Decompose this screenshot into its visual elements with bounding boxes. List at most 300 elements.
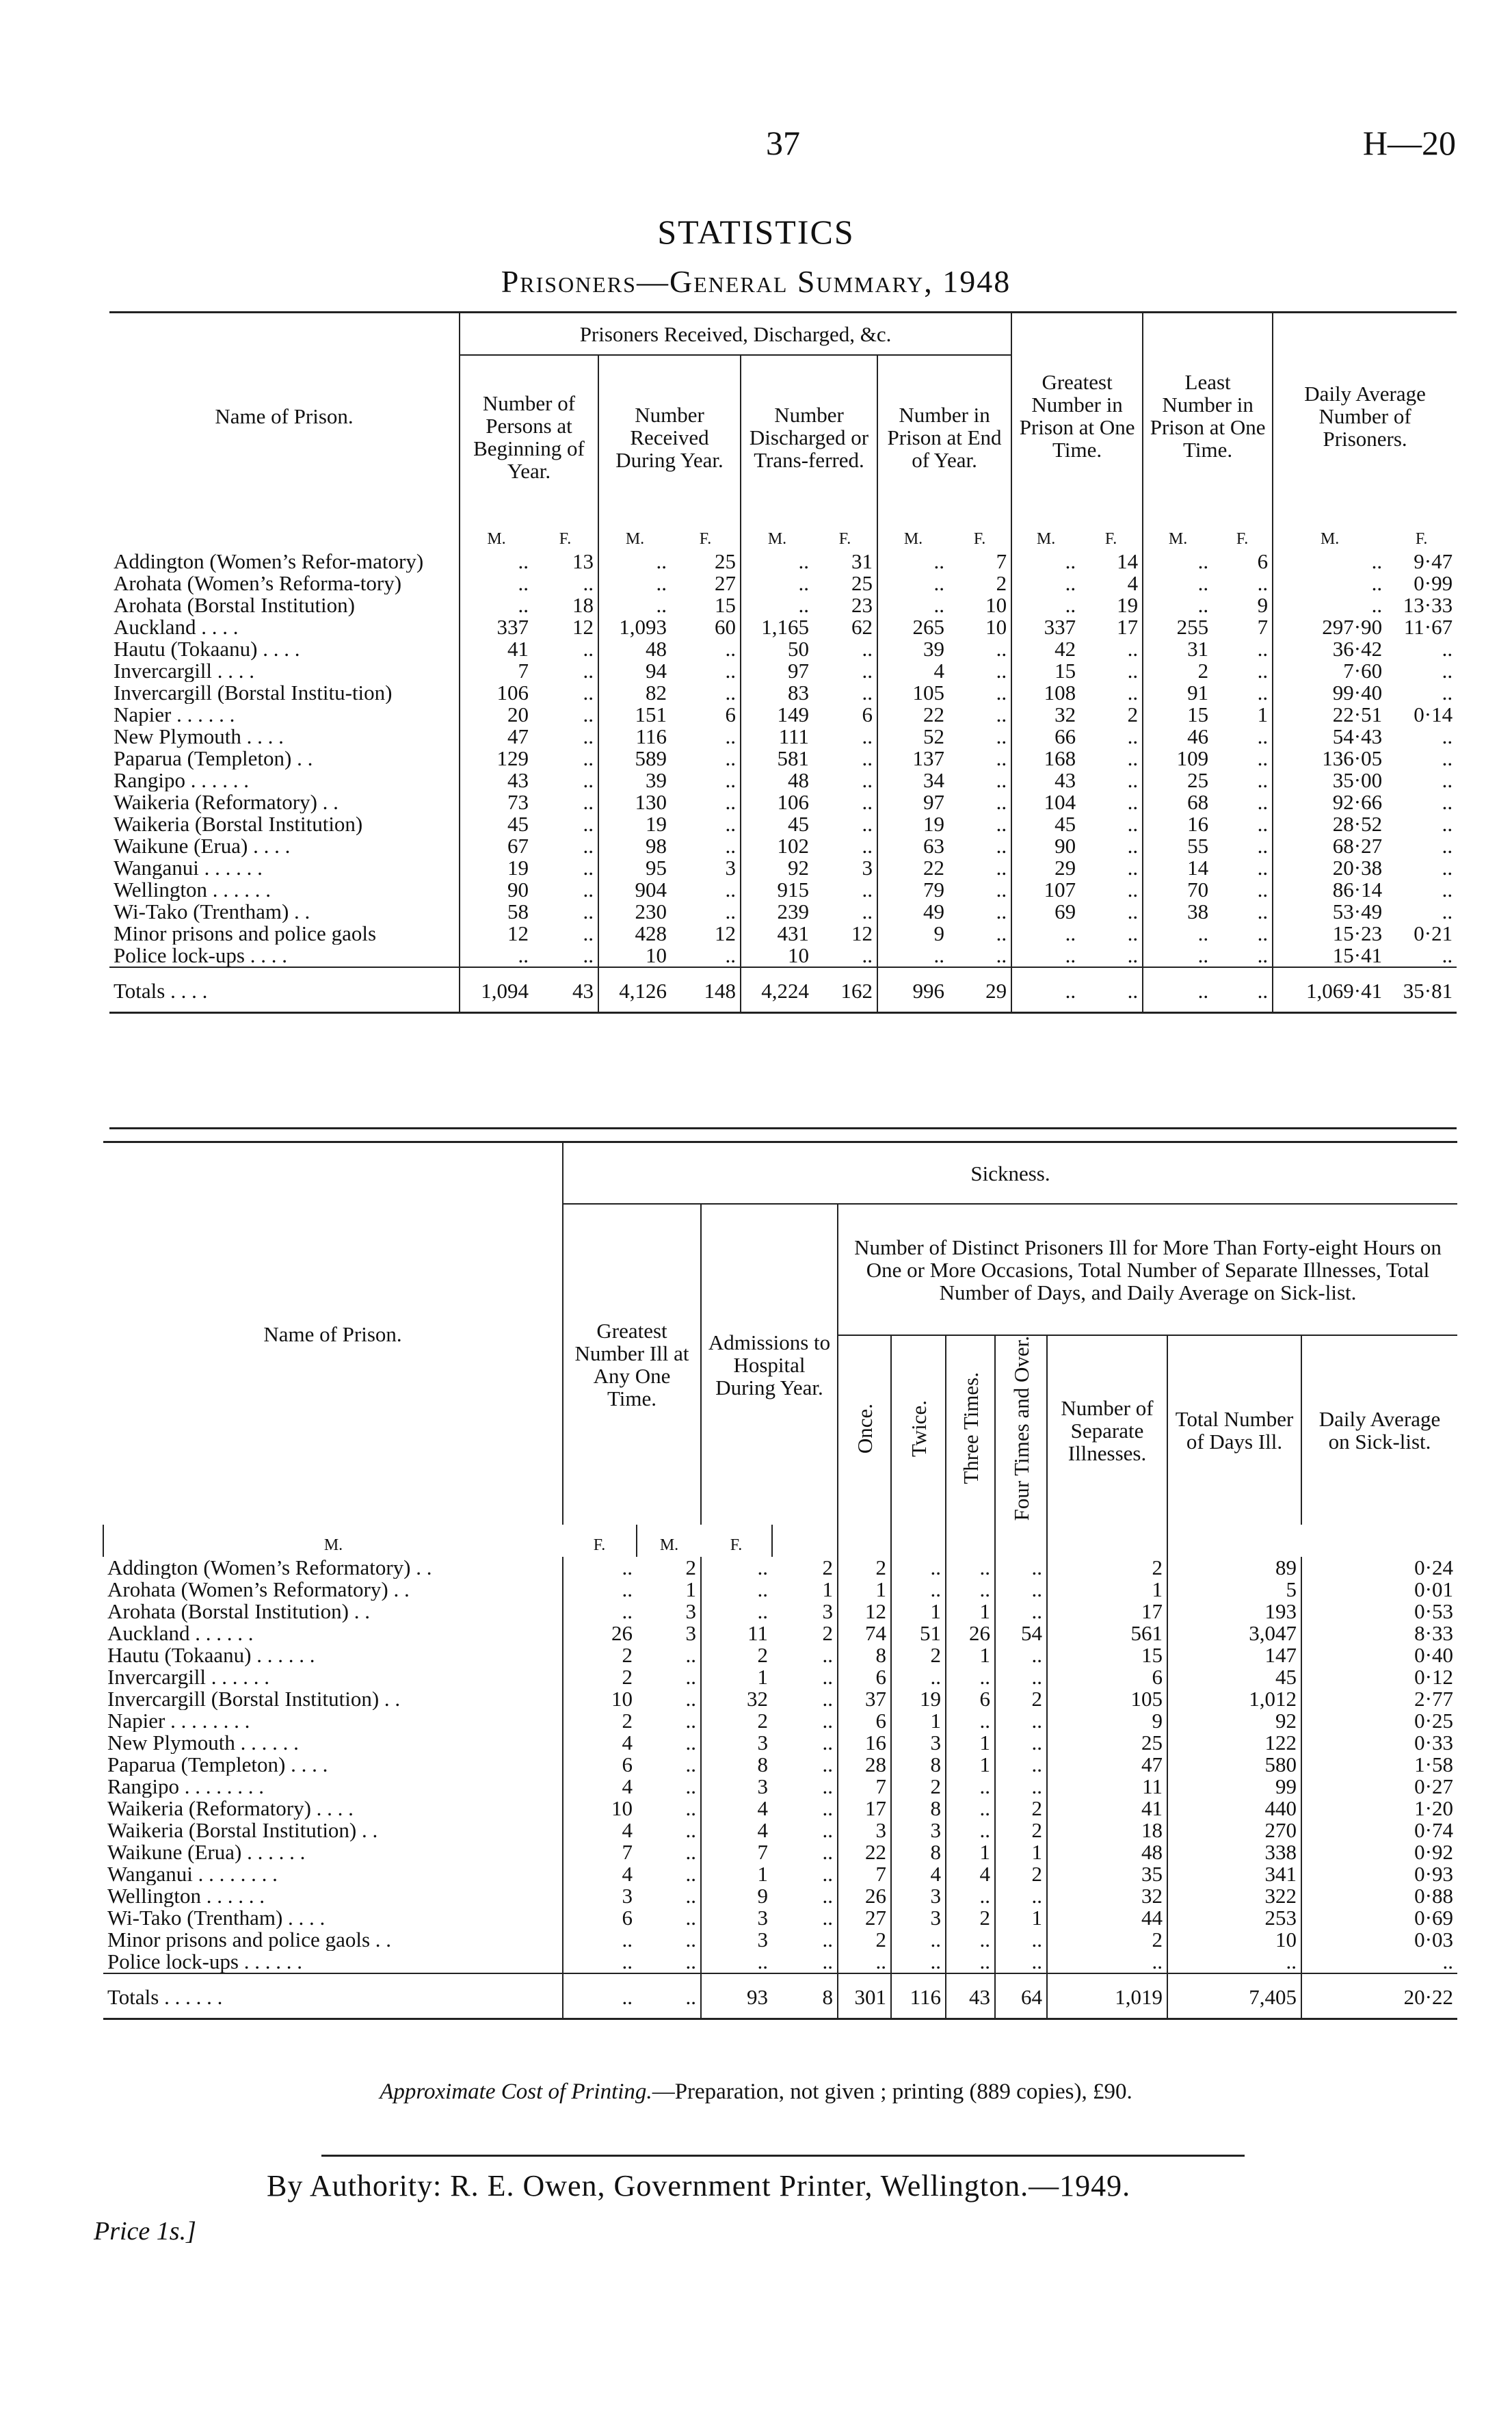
table-cell: 83: [741, 682, 813, 704]
table-cell: 22: [877, 704, 949, 726]
table-cell: 19: [1117, 594, 1139, 616]
table-cell: 0·93: [1301, 1863, 1457, 1885]
prison-name: Rangipo . . . . . .: [114, 770, 250, 791]
prison-name: Invercargill (Borstal Institution) . .: [107, 1688, 401, 1711]
table-cell: ..: [563, 1929, 637, 1951]
table-cell: ..: [1442, 682, 1453, 704]
table-cell: 106: [460, 682, 533, 704]
table-cell: ..: [862, 835, 873, 857]
table-cell: 0·53: [1301, 1601, 1457, 1622]
table-row: [109, 945, 1457, 967]
table-cell: 36·42: [1273, 638, 1386, 660]
table-row: [103, 1863, 1457, 1885]
table-row: [109, 682, 1457, 704]
totals-cell: 116: [891, 1973, 946, 2019]
table-cell: 105: [877, 682, 949, 704]
t2-col-four-times: Four Times and Over.: [1009, 1336, 1033, 1521]
table-cell: 15: [1143, 704, 1212, 726]
table-cell: 3: [685, 1601, 696, 1623]
table-cell: 265: [877, 616, 949, 638]
general-summary-table: [109, 311, 1457, 1014]
table-cell: 97: [741, 660, 813, 682]
table-cell: ..: [1011, 551, 1080, 573]
table-cell: 1: [995, 1841, 1047, 1863]
table-row: [103, 1557, 1457, 1579]
table-cell: 2·77: [1301, 1688, 1457, 1710]
table-cell: ..: [1257, 945, 1269, 967]
table-row: [103, 1666, 1457, 1688]
table-cell: 8: [891, 1798, 946, 1819]
table-cell: ..: [946, 1929, 995, 1951]
prison-name: Wanganui . . . . . .: [114, 857, 263, 879]
table-cell: 8: [891, 1841, 946, 1863]
table-cell: 7: [996, 551, 1007, 573]
table-cell: 19: [460, 857, 533, 879]
table-cell: 13: [572, 551, 594, 573]
totals-cell: 43: [533, 967, 598, 1013]
table-cell: 18: [572, 594, 594, 616]
table-cell: 1,093: [598, 616, 671, 638]
table-cell: ..: [685, 1885, 696, 1908]
table-cell: 31: [851, 551, 873, 573]
table-cell: 8: [891, 1754, 946, 1776]
table-row: [103, 1776, 1457, 1798]
sickness-table: [103, 1141, 1457, 2020]
table-cell: 6: [946, 1688, 995, 1710]
table-cell: ..: [877, 551, 949, 573]
t1-sub-m: M.: [741, 518, 813, 551]
table-cell: ..: [563, 1579, 637, 1601]
table-cell: 0·25: [1301, 1710, 1457, 1732]
table-cell: 102: [741, 835, 813, 857]
table-cell: 7: [563, 1841, 637, 1863]
page-subtitle: Prisoners—General Summary, 1948: [501, 264, 1011, 299]
table-cell: 6: [563, 1907, 637, 1929]
prison-name: Police lock-ups . . . .: [114, 945, 287, 967]
prison-name: Napier . . . . . . . .: [107, 1710, 250, 1733]
table-cell: 341: [1167, 1863, 1301, 1885]
table-cell: 42: [1011, 638, 1080, 660]
table-cell: 3: [891, 1732, 946, 1754]
table-cell: 915: [741, 879, 813, 901]
table-cell: ..: [725, 638, 736, 660]
table-cell: 99: [1167, 1776, 1301, 1798]
prison-name: Invercargill (Borstal Institu-tion): [114, 682, 393, 704]
table-cell: 10: [985, 616, 1007, 638]
table-cell: ..: [685, 1863, 696, 1886]
table-cell: ..: [1127, 660, 1139, 682]
t2-name-header: Name of Prison.: [263, 1322, 402, 1346]
table-cell: ..: [822, 1710, 833, 1733]
table-cell: 1: [1257, 704, 1269, 726]
table-cell: 45: [1167, 1666, 1301, 1688]
table-cell: 48: [1047, 1841, 1167, 1863]
table-cell: 6: [838, 1710, 891, 1732]
table-cell: 1: [838, 1579, 891, 1601]
table-cell: 9: [1047, 1710, 1167, 1732]
table-cell: ..: [685, 1688, 696, 1711]
table-cell: 9·47: [1414, 551, 1453, 573]
table-cell: ..: [891, 1929, 946, 1951]
table-cell: 1: [685, 1579, 696, 1601]
table-cell: ..: [1442, 945, 1453, 967]
table-cell: ..: [1442, 748, 1453, 770]
table-cell: 63: [877, 835, 949, 857]
table-cell: 10: [985, 594, 1007, 616]
table-cell: ..: [1257, 638, 1269, 660]
table-cell: 69: [1011, 901, 1080, 923]
table-cell: 109: [1143, 748, 1212, 770]
table-cell: ..: [1257, 791, 1269, 813]
document-code: H—20: [1362, 124, 1456, 162]
t1-sub-m: M.: [1011, 518, 1080, 551]
table-cell: ..: [995, 1666, 1047, 1688]
table-cell: 67: [460, 835, 533, 857]
table-cell: 3: [701, 1929, 772, 1951]
totals-cell: 93: [701, 1973, 772, 2019]
table-cell: 6: [838, 1666, 891, 1688]
table-row: [109, 748, 1457, 770]
table-cell: 3: [862, 857, 873, 879]
t1-col-greatest: Greatest Number in Prison at One Time.: [1011, 313, 1143, 519]
table-cell: ..: [583, 945, 594, 967]
totals-cell: 1,094: [460, 967, 533, 1013]
totals-cell: ..: [1080, 967, 1143, 1013]
table-cell: 22: [877, 857, 949, 879]
table-row: [103, 1579, 1457, 1601]
table-cell: 15·41: [1273, 945, 1386, 967]
table-cell: ..: [701, 1557, 772, 1579]
table-cell: ..: [822, 1929, 833, 1952]
table-cell: 10: [598, 945, 671, 967]
table-cell: 2: [891, 1776, 946, 1798]
prison-name: Waikune (Erua) . . . . . .: [107, 1841, 306, 1864]
table-cell: ..: [822, 1863, 833, 1886]
table-cell: 4: [563, 1863, 637, 1885]
table-cell: ..: [891, 1951, 946, 1973]
table-cell: ..: [741, 594, 813, 616]
table-cell: 0·27: [1301, 1776, 1457, 1798]
table-cell: ..: [725, 726, 736, 748]
table-cell: ..: [1257, 748, 1269, 770]
table-cell: ..: [946, 1885, 995, 1907]
table-cell: 0·88: [1301, 1885, 1457, 1907]
table-cell: ..: [862, 726, 873, 748]
table-cell: 90: [460, 879, 533, 901]
table-cell: 11·67: [1403, 616, 1453, 638]
table-cell: 12: [460, 923, 533, 945]
table-cell: 270: [1167, 1819, 1301, 1841]
totals-cell: 20·22: [1301, 1973, 1457, 2019]
table-cell: 79: [877, 879, 949, 901]
table-cell: 108: [1011, 682, 1080, 704]
table-cell: ..: [1127, 945, 1139, 967]
table-cell: ..: [583, 770, 594, 791]
table-cell: ..: [995, 1557, 1047, 1579]
printing-cost-note: [0, 2079, 1512, 2105]
t1-sub-m: M.: [877, 518, 949, 551]
t2-col-days: Total Number of Days Ill.: [1167, 1335, 1301, 1525]
table-cell: 39: [877, 638, 949, 660]
table-cell: 1: [946, 1601, 995, 1622]
table-cell: 0·92: [1301, 1841, 1457, 1863]
table-row: [109, 660, 1457, 682]
table-row: [109, 923, 1457, 945]
prison-name: Hautu (Tokaanu) . . . . . .: [107, 1644, 315, 1667]
table-cell: 47: [460, 726, 533, 748]
table-cell: 10: [741, 945, 813, 967]
table-cell: ..: [1442, 857, 1453, 879]
table-cell: 116: [598, 726, 671, 748]
table-cell: 3: [891, 1907, 946, 1929]
table-cell: ..: [996, 638, 1007, 660]
table-cell: 14: [1143, 857, 1212, 879]
table-cell: 45: [741, 813, 813, 835]
table-cell: 107: [1011, 879, 1080, 901]
table-cell: ..: [685, 1819, 696, 1842]
t2-sub-spacer: [1047, 1525, 1167, 1557]
table-cell: ..: [1273, 573, 1386, 594]
table-cell: 7·60: [1273, 660, 1386, 682]
table-cell: 440: [1167, 1798, 1301, 1819]
table-row: [103, 1929, 1457, 1951]
table-cell: 20·38: [1273, 857, 1386, 879]
table-cell: ..: [1257, 682, 1269, 704]
table-cell: 0·21: [1414, 923, 1453, 945]
table-cell: 2: [1047, 1929, 1167, 1951]
totals-label: Totals . . . .: [109, 967, 460, 1013]
table-cell: ..: [1143, 594, 1212, 616]
t2-sub-spacer: [838, 1525, 891, 1557]
table-cell: ..: [822, 1666, 833, 1689]
table-cell: ..: [583, 748, 594, 770]
table-row: [103, 1622, 1457, 1644]
table-cell: 6: [725, 704, 736, 726]
table-cell: 1: [946, 1754, 995, 1776]
table-cell: ..: [460, 573, 533, 594]
table-cell: 48: [598, 638, 671, 660]
table-cell: ..: [1143, 923, 1212, 945]
table-cell: 99·40: [1273, 682, 1386, 704]
table-cell: 41: [460, 638, 533, 660]
table-cell: 32: [1011, 704, 1080, 726]
t2-col-separate: Number of Separate Illnesses.: [1047, 1335, 1167, 1525]
table-cell: ..: [822, 1644, 833, 1667]
table-row: [103, 1841, 1457, 1863]
table-cell: ..: [862, 638, 873, 660]
table-row: [109, 857, 1457, 879]
table-cell: 10: [563, 1688, 637, 1710]
table-cell: ..: [1127, 923, 1139, 945]
table-cell: ..: [995, 1885, 1047, 1907]
table-cell: ..: [946, 1798, 995, 1819]
table-cell: ..: [1127, 770, 1139, 791]
table-cell: 580: [1167, 1754, 1301, 1776]
table-cell: ..: [563, 1951, 637, 1973]
prison-name: Arohata (Borstal Institution) . .: [107, 1601, 370, 1623]
totals-cell: 1,069·41: [1273, 967, 1386, 1013]
prison-name: Wi-Tako (Trentham) . . . .: [107, 1907, 326, 1930]
table-cell: 12: [838, 1601, 891, 1622]
table-cell: ..: [1257, 901, 1269, 923]
t1-name-header: Name of Prison.: [215, 404, 354, 428]
prison-name: Waikune (Erua) . . . .: [114, 835, 291, 857]
table-cell: 62: [851, 616, 873, 638]
t1-sub-f: F.: [1104, 530, 1117, 548]
totals-cell: 996: [877, 967, 949, 1013]
table-cell: 130: [598, 791, 671, 813]
table-cell: 54·43: [1273, 726, 1386, 748]
table-cell: ..: [685, 1666, 696, 1689]
table-cell: 11: [701, 1622, 772, 1644]
table-cell: 10: [563, 1798, 637, 1819]
table-cell: 581: [741, 748, 813, 770]
table-cell: ..: [1442, 879, 1453, 901]
table-cell: ..: [685, 1907, 696, 1930]
table-cell: ..: [598, 551, 671, 573]
prison-name: New Plymouth . . . .: [114, 726, 284, 748]
table-cell: 95: [598, 857, 671, 879]
table-cell: 5: [1167, 1579, 1301, 1601]
table-cell: ..: [1257, 879, 1269, 901]
table-cell: 2: [996, 573, 1007, 594]
table-cell: ..: [822, 1885, 833, 1908]
table-cell: 2: [563, 1666, 637, 1688]
table-cell: 4: [891, 1863, 946, 1885]
table-cell: 1: [891, 1710, 946, 1732]
table-cell: 68·27: [1273, 835, 1386, 857]
table-cell: 53·49: [1273, 901, 1386, 923]
prison-name: Waikeria (Reformatory) . .: [114, 791, 339, 813]
table-row: [103, 1601, 1457, 1622]
table-cell: ..: [996, 748, 1007, 770]
table-cell: 15: [1011, 660, 1080, 682]
table-cell: 45: [1011, 813, 1080, 835]
table-cell: ..: [862, 660, 873, 682]
table-cell: 3: [891, 1819, 946, 1841]
t1-sub-m: M.: [1143, 518, 1212, 551]
table-cell: 90: [1011, 835, 1080, 857]
table-cell: 15: [1047, 1644, 1167, 1666]
table-cell: 8·33: [1301, 1622, 1457, 1644]
table-cell: ..: [1257, 813, 1269, 835]
t2-group-header: Sickness.: [563, 1142, 1457, 1205]
table-cell: 43: [460, 770, 533, 791]
table-cell: ..: [822, 1688, 833, 1711]
table-row: [109, 726, 1457, 748]
totals-cell: ..: [1143, 967, 1212, 1013]
table-cell: ..: [862, 879, 873, 901]
table-cell: 44: [1047, 1907, 1167, 1929]
table-cell: 2: [1047, 1557, 1167, 1579]
table-cell: 66: [1011, 726, 1080, 748]
table-cell: 151: [598, 704, 671, 726]
table-cell: ..: [996, 770, 1007, 791]
table-cell: ..: [1442, 813, 1453, 835]
table-cell: ..: [996, 857, 1007, 879]
table-cell: ..: [583, 660, 594, 682]
prison-name: Wanganui . . . . . . . .: [107, 1863, 278, 1886]
table-cell: ..: [1257, 660, 1269, 682]
table-cell: ..: [1011, 594, 1080, 616]
table-cell: 0·12: [1301, 1666, 1457, 1688]
table-cell: 47: [1047, 1754, 1167, 1776]
table-cell: 9: [877, 923, 949, 945]
table-cell: 3: [701, 1907, 772, 1929]
t1-sub-f: F.: [699, 530, 712, 548]
table-row: [109, 616, 1457, 638]
table-cell: ..: [1011, 945, 1080, 967]
prison-name: Invercargill . . . .: [114, 660, 255, 682]
table-cell: 50: [741, 638, 813, 660]
table-cell: 2: [563, 1710, 637, 1732]
table-cell: 111: [741, 726, 813, 748]
totals-cell: 4,126: [598, 967, 671, 1013]
table-cell: 4: [877, 660, 949, 682]
table-cell: 3: [701, 1732, 772, 1754]
t2-col-twice: Twice.: [906, 1399, 931, 1457]
table-cell: 4: [701, 1798, 772, 1819]
table-cell: ..: [996, 923, 1007, 945]
table-cell: ..: [725, 879, 736, 901]
totals-cell: 29: [949, 967, 1011, 1013]
table-cell: ..: [1127, 835, 1139, 857]
table-separator: [109, 1127, 1457, 1129]
totals-cell: 4,224: [741, 967, 813, 1013]
t2-col-four-cell: [995, 1335, 1047, 1525]
table-cell: 91: [1143, 682, 1212, 704]
table-cell: ..: [862, 791, 873, 813]
table-cell: 18: [1047, 1819, 1167, 1841]
totals-cell: 43: [946, 1973, 995, 2019]
table-cell: 2: [1127, 704, 1139, 726]
t2-col-admissions: Admissions to Hospital During Year.: [701, 1204, 838, 1525]
table-cell: ..: [995, 1601, 1047, 1622]
table-cell: ..: [583, 682, 594, 704]
table-cell: 28: [838, 1754, 891, 1776]
table-cell: 105: [1047, 1688, 1167, 1710]
table-cell: ..: [877, 573, 949, 594]
t2-sub-f: F.: [730, 1536, 743, 1555]
table-cell: 431: [741, 923, 813, 945]
table-cell: 12: [572, 616, 594, 638]
table-cell: 2: [701, 1710, 772, 1732]
table-cell: 97: [877, 791, 949, 813]
table-cell: ..: [1127, 879, 1139, 901]
table-cell: 38: [1143, 901, 1212, 923]
t1-col-daily-average: Daily Average Number of Prisoners.: [1273, 313, 1457, 519]
table-cell: ..: [583, 835, 594, 857]
table-cell: ..: [725, 835, 736, 857]
table-cell: ..: [995, 1776, 1047, 1798]
table-cell: ..: [1127, 682, 1139, 704]
table-cell: 55: [1143, 835, 1212, 857]
table-cell: 8: [838, 1644, 891, 1666]
table-cell: ..: [862, 813, 873, 835]
t2-sub-spacer: [891, 1525, 946, 1557]
t2-col-three-times: Three Times.: [958, 1372, 983, 1485]
table-cell: ..: [995, 1951, 1047, 1973]
table-cell: ..: [583, 901, 594, 923]
table-cell: 17: [838, 1798, 891, 1819]
table-cell: 58: [460, 901, 533, 923]
table-cell: ..: [725, 748, 736, 770]
totals-cell: ..: [563, 1973, 637, 2019]
table-cell: 92·66: [1273, 791, 1386, 813]
table-cell: ..: [1442, 638, 1453, 660]
t1-sub-f: F.: [1236, 530, 1249, 548]
t1-sub-m: M.: [460, 518, 533, 551]
